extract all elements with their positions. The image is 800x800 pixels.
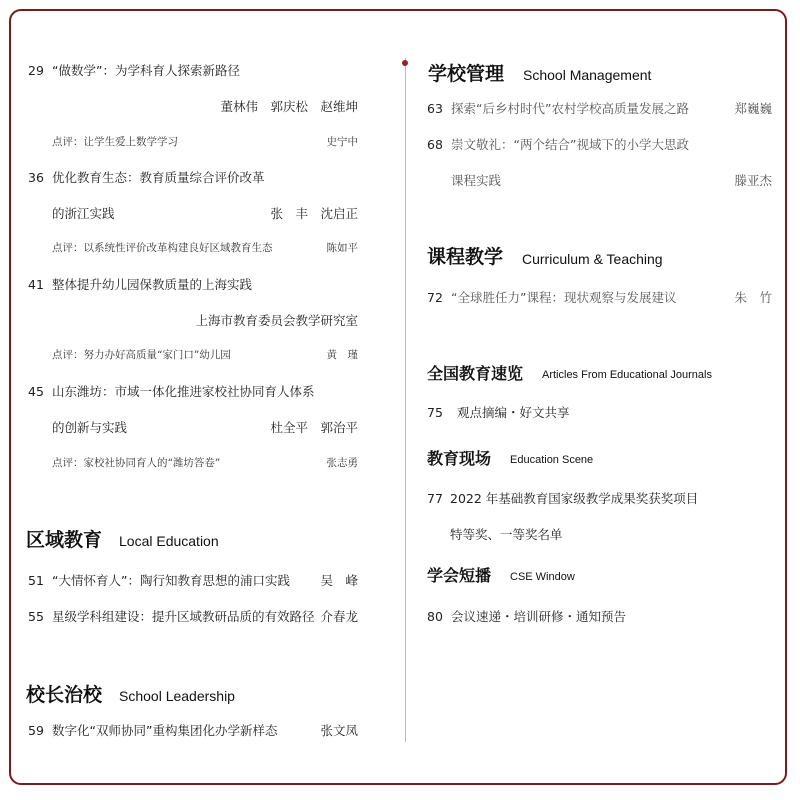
entry-title[interactable]: 会议速递・培训研修・通知预告 xyxy=(451,609,627,624)
column-divider xyxy=(405,58,406,742)
comment-text: 点评：让学生爱上数学学习 xyxy=(52,136,178,148)
page-number: 63 xyxy=(427,101,443,116)
page-number: 36 xyxy=(28,170,44,185)
entry-title[interactable]: “做数学”：为学科育人探索新路径 xyxy=(52,63,240,78)
entry-title[interactable]: “大情怀育人”：陶行知教育思想的浦口实践 xyxy=(52,573,290,588)
entry-title[interactable]: 优化教育生态：教育质量综合评价改革 xyxy=(52,170,265,185)
page-number: 77 xyxy=(427,491,443,506)
page-number: 59 xyxy=(28,723,44,738)
entry-title-continued[interactable]: 特等奖、一等奖名单 xyxy=(450,527,563,542)
section-title-en: Education Scene xyxy=(510,454,594,466)
comment-text: 点评：家校社协同育人的“潍坊答卷” xyxy=(52,457,221,469)
entry-authors: 吴 峰 xyxy=(320,573,358,588)
comment-text: 点评：以系统性评价改革构建良好区域教育生态 xyxy=(52,242,273,254)
section-title-cn: 课程教学 xyxy=(427,246,504,268)
page-number: 41 xyxy=(28,277,44,292)
section-title-cn: 区域教育 xyxy=(26,529,103,551)
entry-authors: 朱 竹 xyxy=(734,290,772,305)
section-title-en: Curriculum & Teaching xyxy=(522,251,663,267)
page-number: 45 xyxy=(28,384,44,399)
entry-authors: 董林伟 郭庆松 赵维坤 xyxy=(220,99,358,114)
entry-title[interactable]: 探索“后乡村时代”农村学校高质量发展之路 xyxy=(451,101,689,116)
entry-authors: 郑巍巍 xyxy=(734,101,772,116)
entry-title[interactable]: 数字化“双师协同”重构集团化办学新样态 xyxy=(52,723,278,738)
entry-authors: 滕亚杰 xyxy=(734,173,772,188)
section-title-en: Articles From Educational Journals xyxy=(542,369,712,381)
entry-title[interactable]: “全球胜任力”课程：现状观察与发展建议 xyxy=(451,290,677,305)
section-title-en: CSE Window xyxy=(510,571,575,583)
entry-authors: 上海市教育委员会教学研究室 xyxy=(195,313,358,328)
entry-title-continued[interactable]: 课程实践 xyxy=(451,173,502,188)
page-number: 29 xyxy=(28,63,44,78)
entry-title[interactable]: 2022 年基础教育国家级教学成果奖获奖项目 xyxy=(450,491,699,506)
entry-authors: 张文凤 xyxy=(320,723,358,738)
entry-title[interactable]: 山东潍坊：市域一体化推进家校社协同育人体系 xyxy=(52,384,315,399)
section-title-en: School Management xyxy=(523,67,652,83)
page-number: 55 xyxy=(28,609,44,624)
comment-author: 陈如平 xyxy=(326,242,358,254)
page-number: 75 xyxy=(427,405,443,420)
page-number: 51 xyxy=(28,573,44,588)
page-number: 80 xyxy=(427,609,443,624)
section-title-en: School Leadership xyxy=(119,688,235,704)
comment-author: 史宁中 xyxy=(326,136,358,148)
entry-title[interactable]: 整体提升幼儿园保教质量的上海实践 xyxy=(52,277,253,292)
section-title-cn: 全国教育速览 xyxy=(427,364,524,383)
comment-author: 黄 瑾 xyxy=(326,349,358,361)
section-title-cn: 教育现场 xyxy=(427,449,492,468)
entry-title[interactable]: 观点摘编・好文共享 xyxy=(457,405,570,420)
entry-title-continued[interactable]: 的浙江实践 xyxy=(52,206,115,221)
section-title-en: Local Education xyxy=(119,533,219,549)
comment-author: 张志勇 xyxy=(326,457,358,469)
divider-dot xyxy=(402,60,408,66)
section-title-cn: 学校管理 xyxy=(428,63,505,85)
comment-text: 点评：努力办好高质量“家门口”幼儿园 xyxy=(52,349,231,361)
entry-title[interactable]: 星级学科组建设：提升区域教研品质的有效路径 xyxy=(52,609,315,624)
page-number: 72 xyxy=(427,290,443,305)
entry-title[interactable]: 崇文敬礼：“两个结合”视域下的小学大思政 xyxy=(451,137,689,152)
entry-authors: 张 丰 沈启正 xyxy=(270,206,358,221)
page-number: 68 xyxy=(427,137,443,152)
section-title-cn: 校长治校 xyxy=(26,684,103,706)
entry-authors: 杜全平 郭治平 xyxy=(270,420,358,435)
entry-authors: 介春龙 xyxy=(320,609,358,624)
section-title-cn: 学会短播 xyxy=(427,566,492,585)
entry-title-continued[interactable]: 的创新与实践 xyxy=(52,420,128,435)
